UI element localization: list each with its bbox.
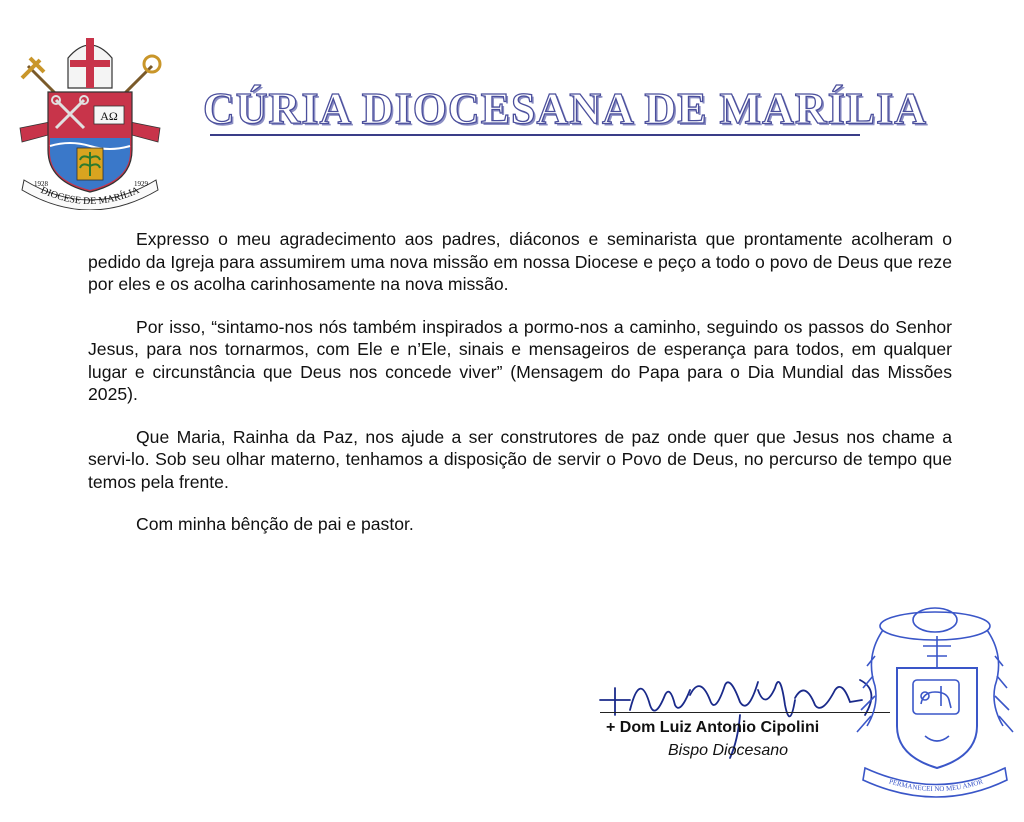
diocese-crest-logo — [10, 30, 170, 210]
page-title: CÚRIA DIOCESANA DE MARÍLIA — [203, 84, 927, 133]
crest-year-left: 1928 — [34, 180, 48, 188]
letter-paragraph: Por isso, “sintamo-nos nós também inspirados a pormo-nos a caminho, seguindo os passos do Senhor Jesus, para nos tornarmos, com Ele e n’Ele, sinais e mensageiros de esperança para todos, em qualquer lugar e circunstância que Deus nos concede viver” (Mensagem do Papa para o Dia Mundial das Missões 2025). — [88, 316, 952, 404]
signatory-name: + Dom Luiz Antonio Cipolini — [606, 719, 820, 736]
crest-year-right: 1929 — [134, 180, 148, 188]
crest-ribbon-text: DIOCESE DE MARÍLIA — [38, 184, 142, 208]
episcopal-stamp — [845, 596, 1020, 801]
letter-paragraph: Com minha bênção de pai e pastor. — [136, 514, 414, 534]
letter-paragraph: Expresso o meu agradecimento aos padres, diáconos e seminarista que prontamente acolheram o pedido da Igreja para assumirem uma nova missão em nossa Diocese e peço a todo o povo de Deus que reze por eles e os acolha carinhosamente na nova missão. — [88, 229, 952, 294]
signatory-role: Bispo Diocesano — [668, 742, 789, 759]
crest-alpha-omega: AΩ — [100, 109, 118, 123]
stamp-motto: PERMANECEI NO MEU AMOR — [888, 777, 984, 794]
letter-paragraph: Que Maria, Rainha da Paz, nos ajude a ser construtores de paz onde quer que Jesus nos chame a servi-lo. Sob seu olhar materno, tenhamos a disposição de servir o Povo de Deus, no percurso de tempo que temos pela frente. — [88, 426, 952, 492]
title-underline — [210, 134, 860, 136]
svg-text:PERMANECEI NO MEU AMOR — [888, 777, 984, 793]
letter-body — [88, 228, 952, 556]
